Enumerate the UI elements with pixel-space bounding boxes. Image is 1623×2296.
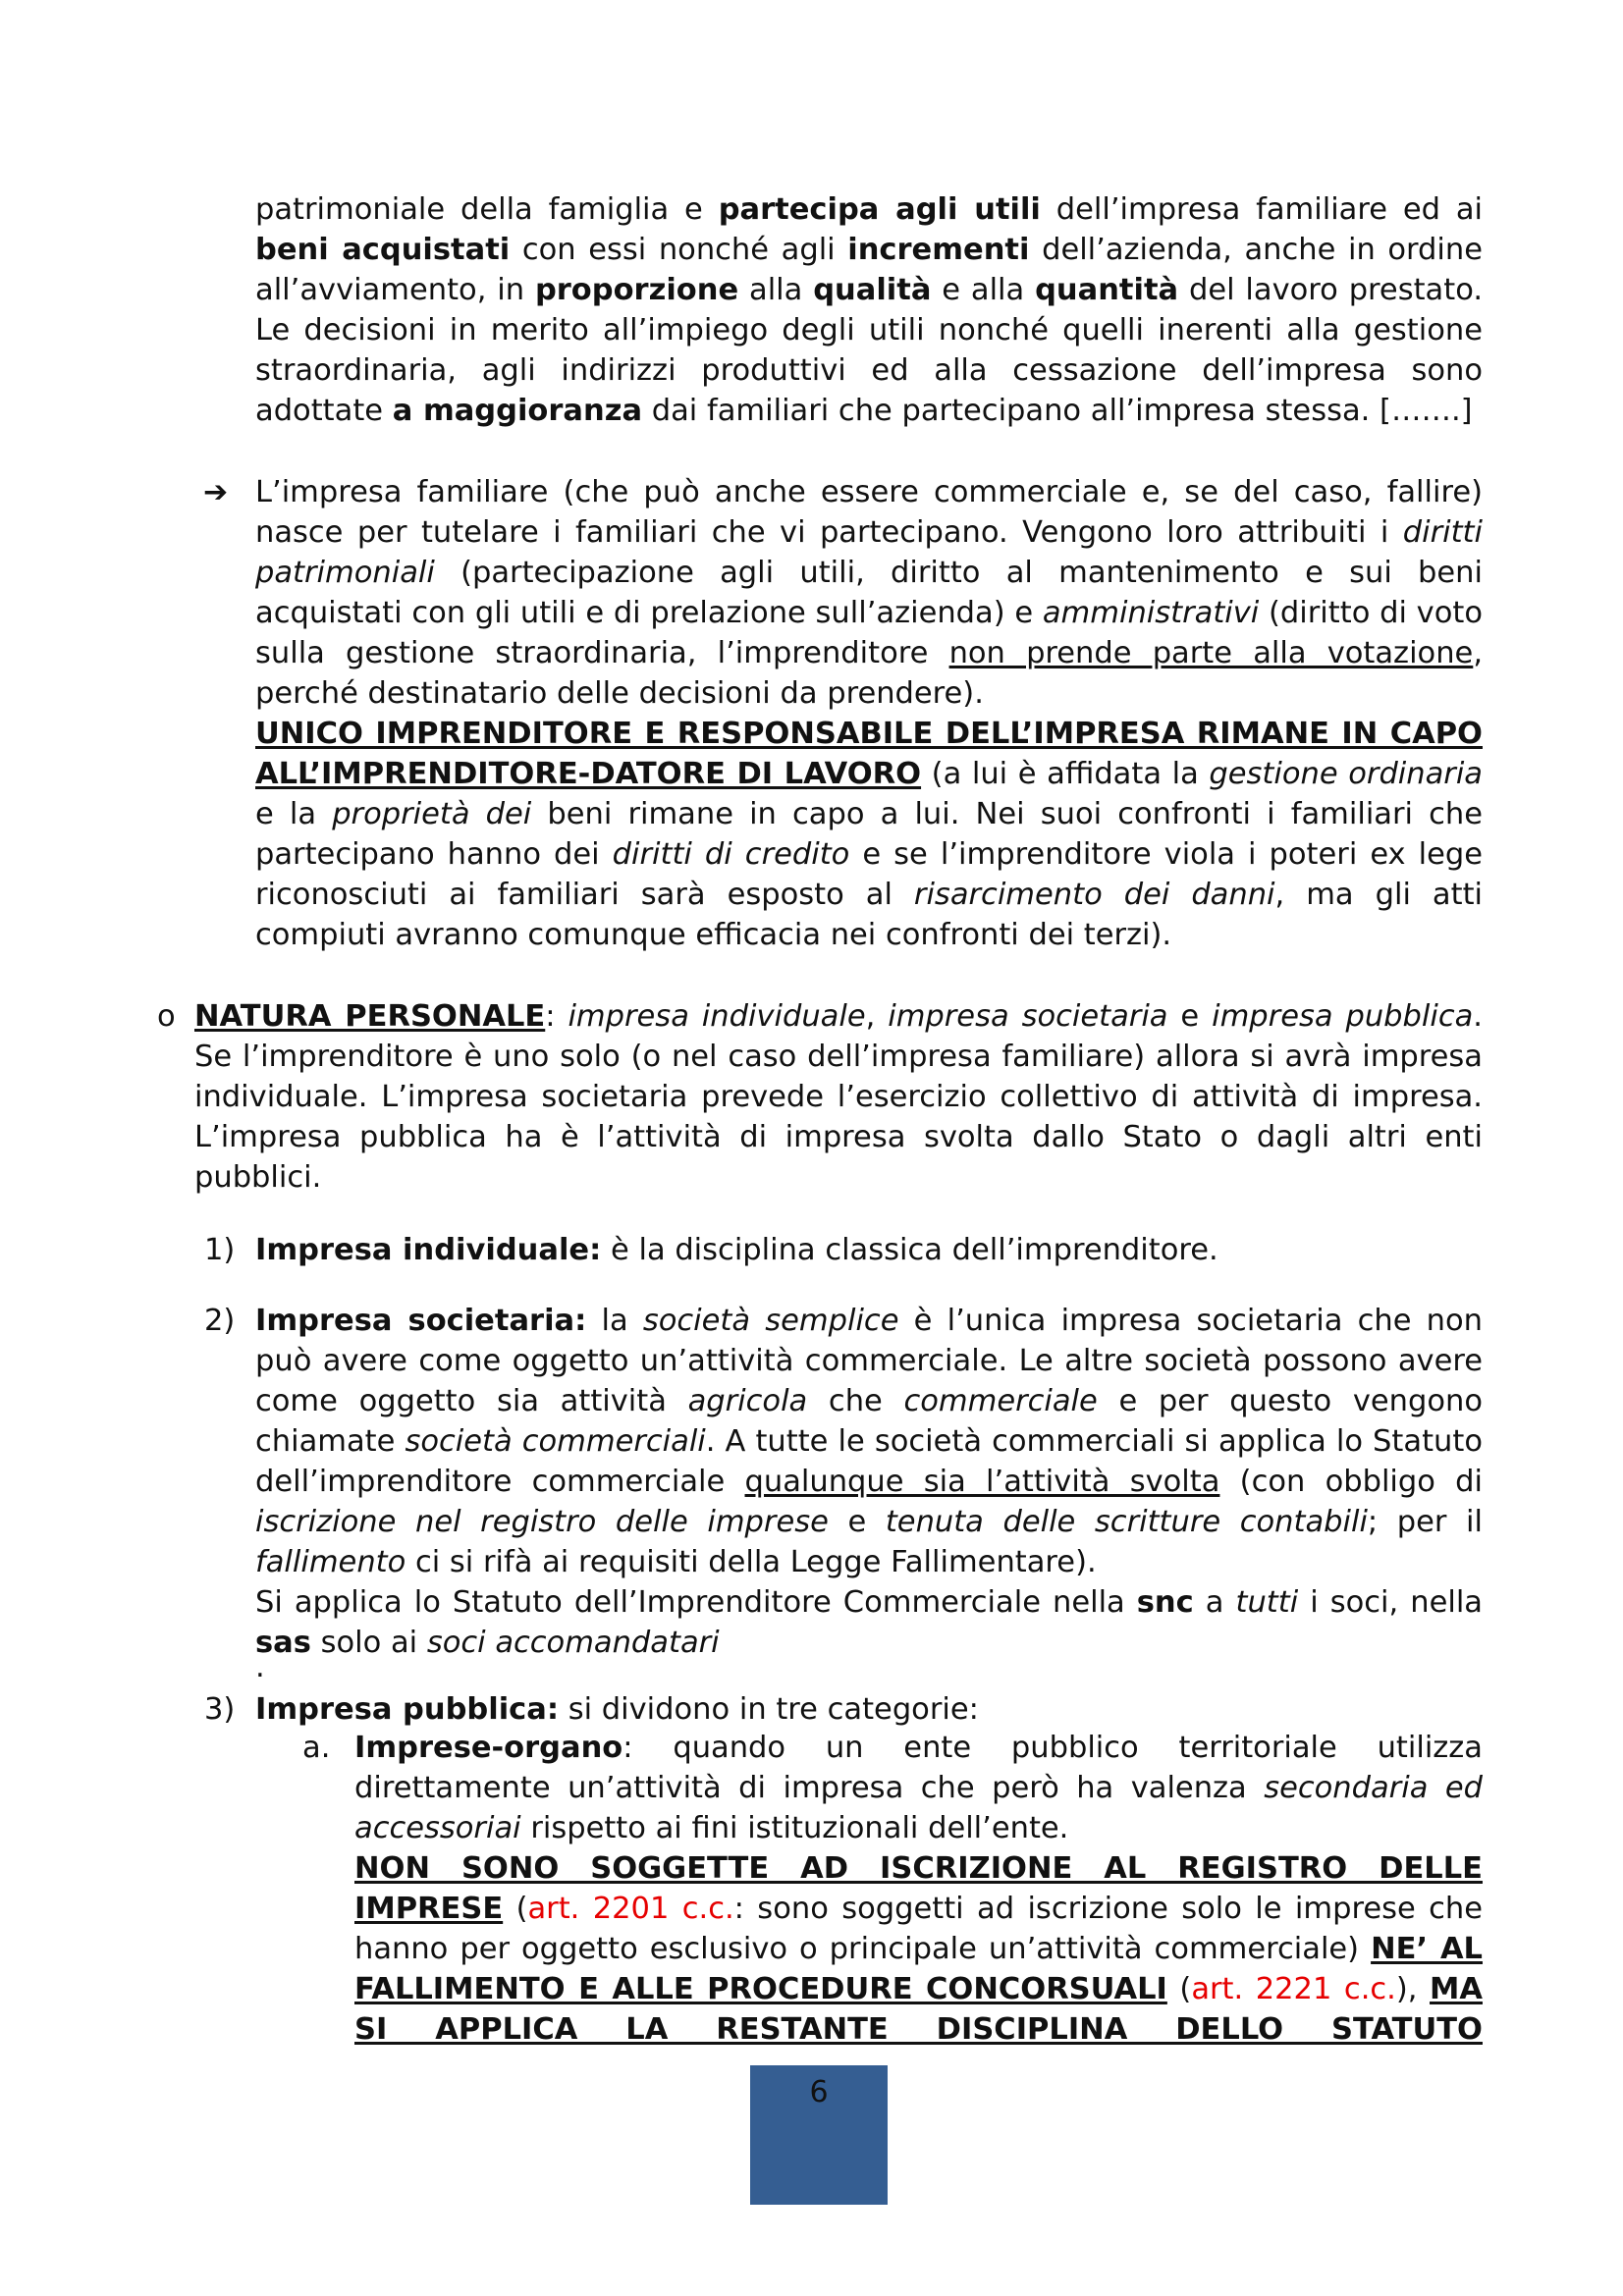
arrow-bullet-icon: ➔	[203, 475, 229, 509]
paragraph-family-business-quote: patrimoniale della famiglia e partecipa agli utili dell’impresa familiare ed ai beni acquistati con essi nonché agli incrementi dell’azienda, anche in ordine all’avviamento, in proporzione alla qualità e alla quantità del lavoro prestato. Le decisioni in merito all’impiego degli utili nonché quelli inerenti alla gestione straordinaria, agli indirizzi produttivi ed alla cessazione dell’impresa sono adottate a maggioranza dai familiari che partecipano all’impresa stessa. […….]	[255, 192, 1484, 428]
list-number-3: 3)	[204, 1692, 236, 1727]
paragraph-not-subject-registration: NON SONO SOGGETTE AD ISCRIZIONE AL REGISTRO DELLE IMPRESE (art. 2201 c.c.: sono soggetti ad iscrizione solo le imprese che hanno per oggetto esclusivo o principale un’attività commerciale) NE’ AL FALLIMENTO E ALLE PROCEDURE CONCORSUALI (art. 2221 c.c.), MA SI APPLICA LA RESTANTE DISCIPLINA DELLO STATUTO	[354, 1851, 1483, 2047]
circle-bullet-marker: o	[157, 999, 176, 1034]
stray-period: .	[255, 1650, 265, 1684]
paragraph-natura-personale: NATURA PERSONALE: impresa individuale, impresa societaria e impresa pubblica. Se l’imprenditore è uno solo (o nel caso dell’impresa familiare) allora si avrà impresa individuale. L’impresa societaria prevede l’esercizio collettivo di attività di impresa. L’impresa pubblica ha è l’attività di impresa svolta dallo Stato o dagli altri enti pubblici.	[194, 999, 1483, 1195]
list-item-impresa-pubblica: Impresa pubblica: si dividono in tre categorie:	[255, 1692, 979, 1727]
paragraph-sole-entrepreneur: UNICO IMPRENDITORE E RESPONSABILE DELL’IMPRESA RIMANE IN CAPO ALL’IMPRENDITORE-DATORE DI LAVORO (a lui è affidata la gestione ordinaria e la proprietà dei beni rimane in capo a lui. Nei suoi confronti i familiari che partecipano hanno dei diritti di credito e se l’imprenditore viola i poteri ex lege riconosciuti ai familiari sarà esposto al risarcimento dei danni, ma gli atti compiuti avranno comunque efficacia nei confronti dei terzi).	[255, 717, 1484, 952]
list-item-impresa-societaria: Impresa societaria: la società semplice è l’unica impresa societaria che non può avere come oggetto un’attività commerciale. Le altre società possono avere come oggetto sia attività agricola che commerciale e per questo vengono chiamate società commerciali. A tutte le società commerciali si applica lo Statuto dell’imprenditore commerciale qualunque sia l’attività svolta (con obbligo di iscrizione nel registro delle imprese e tenuta delle scritture contabili; per il fallimento ci si rifà ai requisiti della Legge Fallimentare).	[255, 1304, 1484, 1579]
page-number-box	[750, 2065, 888, 2205]
page-number: 6	[809, 2075, 829, 2109]
article-reference-2201: art. 2201 c.c.	[527, 1892, 734, 1926]
list-item-impresa-individuale: Impresa individuale: è la disciplina classica dell’imprenditore.	[255, 1233, 1218, 1267]
paragraph-statuto-snc-sas: Si applica lo Statuto dell’Imprenditore Commerciale nella snc a tutti i soci, nella sas solo ai soci accomandatari	[255, 1585, 1483, 1660]
list-number-1: 1)	[204, 1233, 236, 1267]
list-letter-a: a.	[302, 1731, 331, 1765]
paragraph-family-business-rights: L’impresa familiare (che può anche essere commerciale e, se del caso, fallire) nasce per tutelare i familiari che vi partecipano. Vengono loro attribuiti i diritti patrimoniali (partecipazione agli utili, diritto al mantenimento e sui beni acquistati con gli utili e di prelazione sull’azienda) e amministrativi (diritto di voto sulla gestione straordinaria, l’imprenditore non prende parte alla votazione, perché destinatario delle decisioni da prendere).	[255, 475, 1484, 711]
article-reference-2221: art. 2221 c.c.	[1191, 1972, 1396, 2006]
list-number-2: 2)	[204, 1304, 236, 1338]
list-item-imprese-organo: Imprese-organo: quando un ente pubblico territoriale utilizza direttamente un’attività di impresa che però ha valenza secondaria ed accessoriai rispetto ai fini istituzionali dell’ente.	[354, 1731, 1483, 1845]
